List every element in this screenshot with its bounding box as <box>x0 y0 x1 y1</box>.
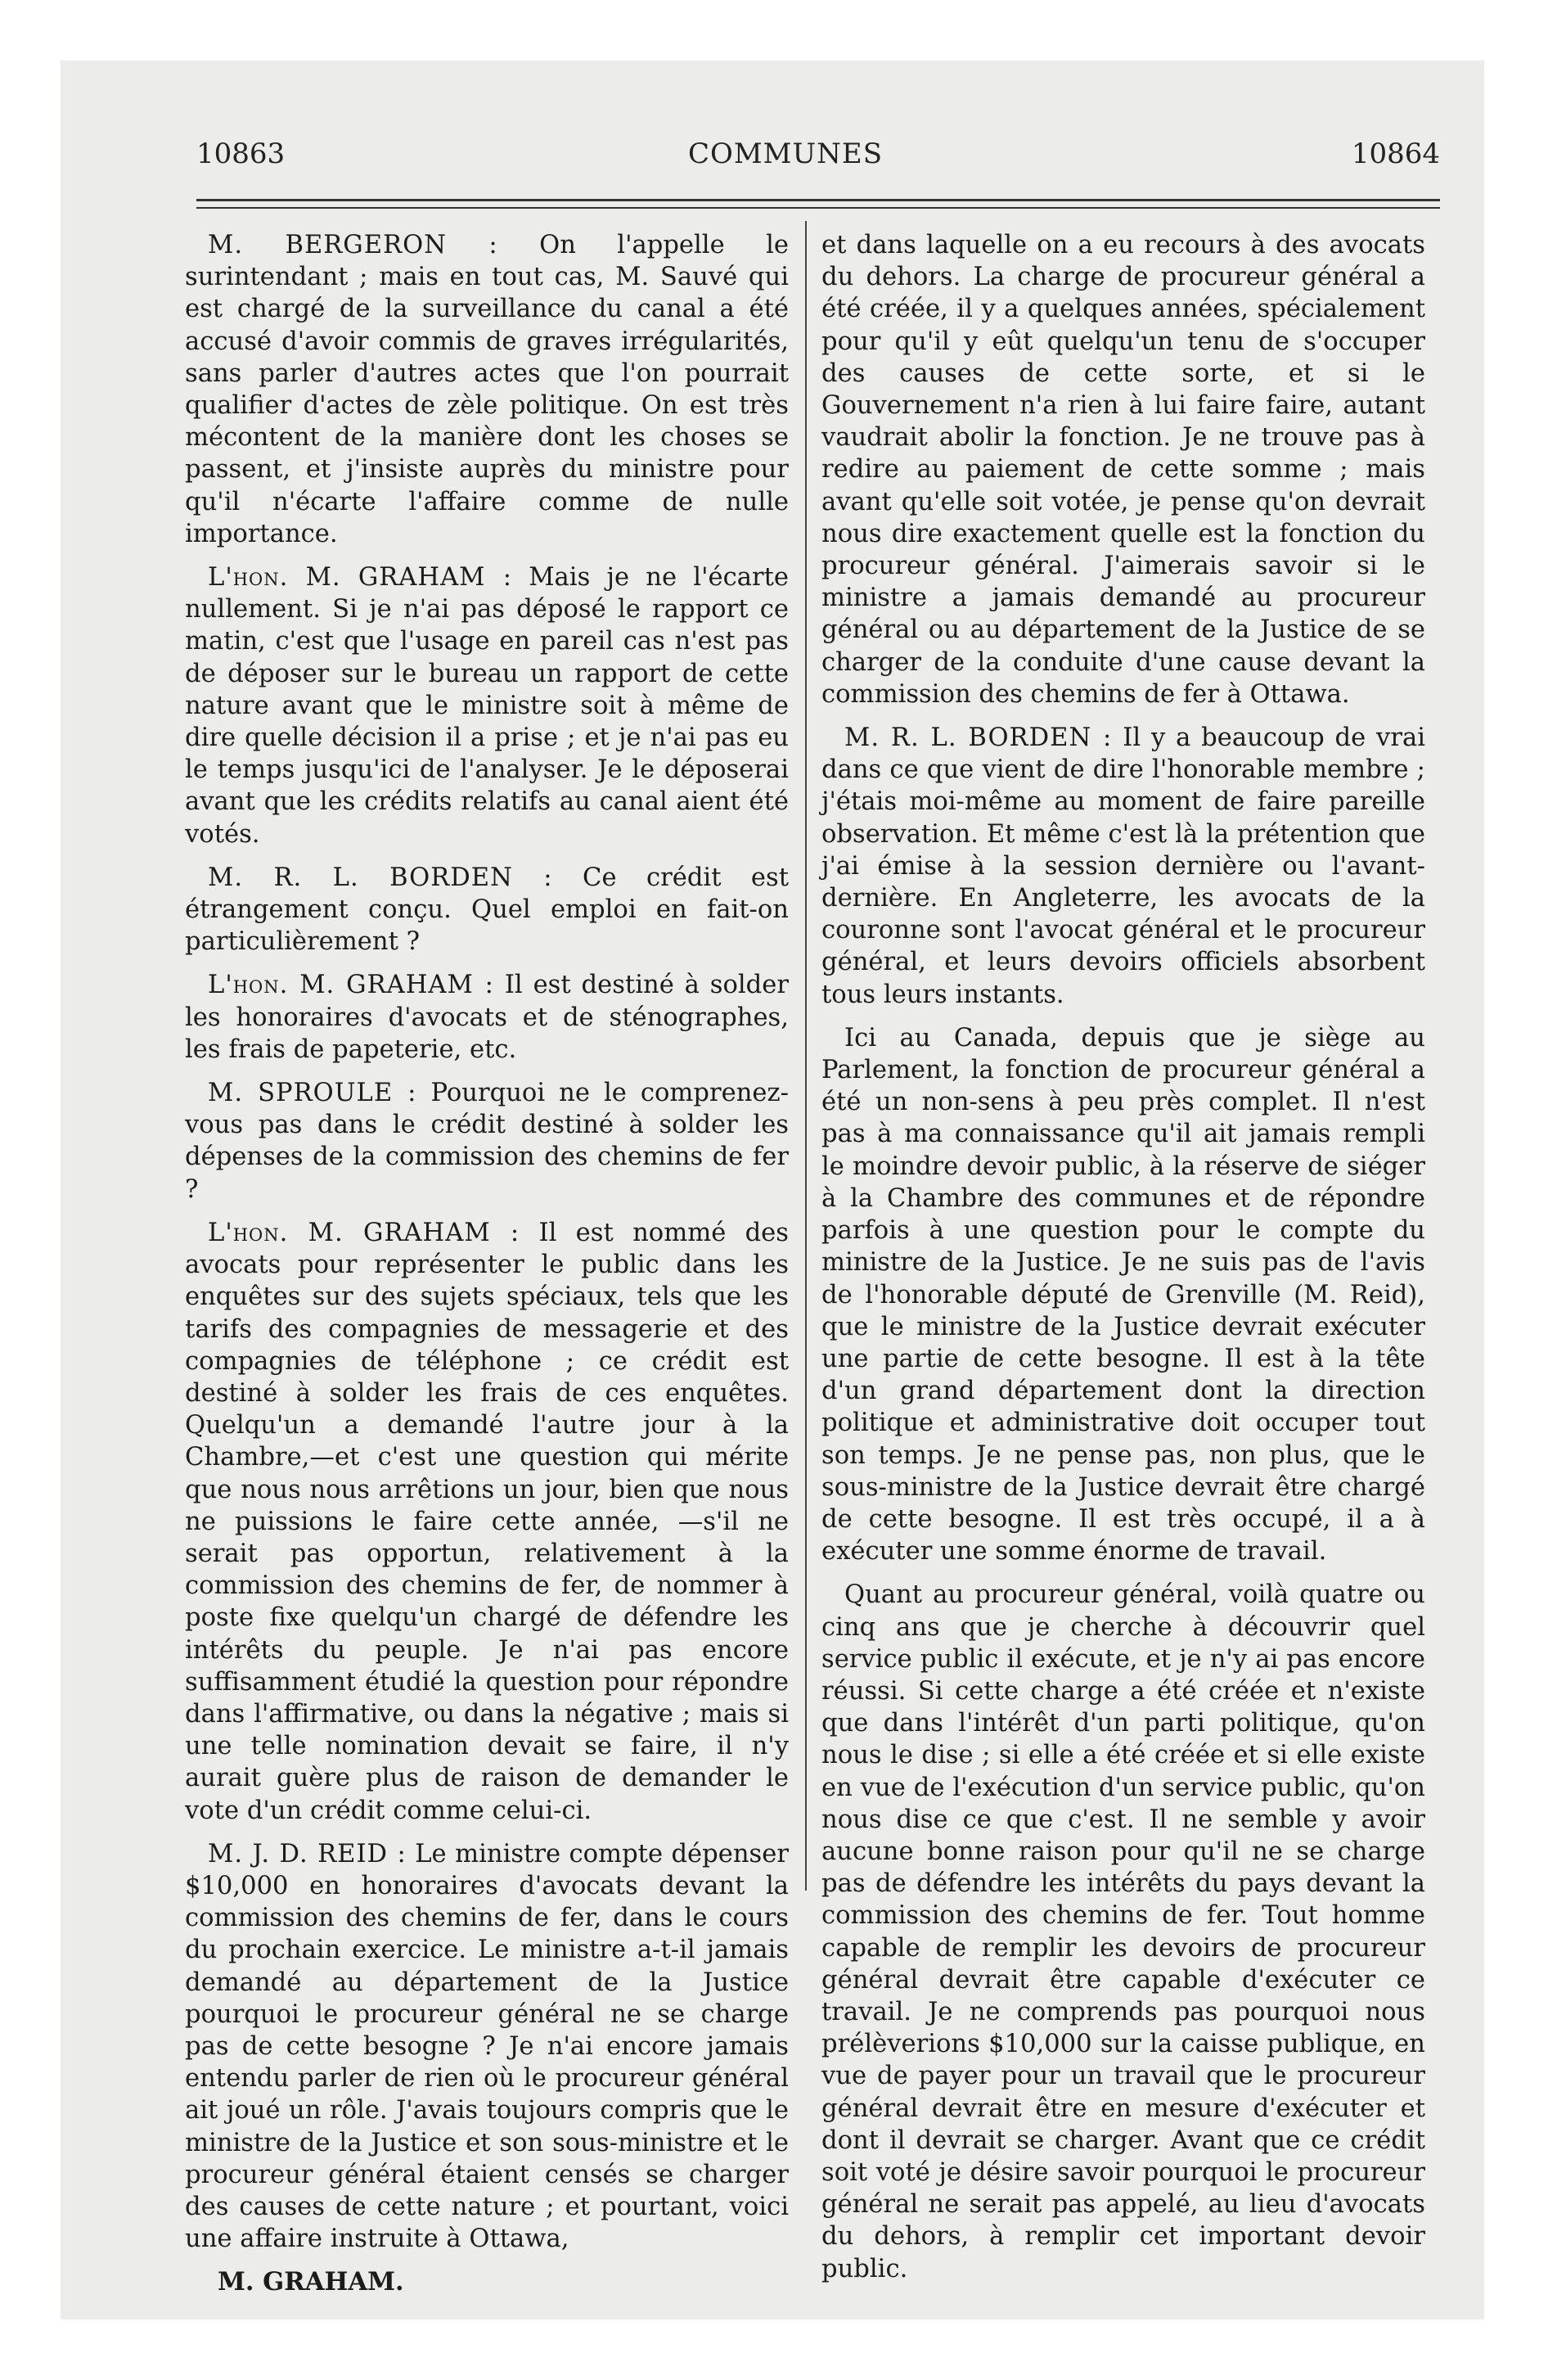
speaker-name: L'hon. M. GRAHAM : <box>208 971 494 1000</box>
header-rule-bottom <box>196 207 1440 209</box>
left-column <box>185 229 789 2310</box>
paragraph-text: Il y a beaucoup de vrai dans ce que vient de dire l'honorable membre ; j'étais moi-même au moment de faire pareille observation. Et même c'est là la prétention que j'ai émise à la session dernière ou l'avant-dernière. En Angleterre, les avocats de la couronne sont l'avocat général et le procureur général, et leurs devoirs officiels absorbent tous leurs instants. <box>821 723 1425 1009</box>
paragraph <box>821 1022 1425 1567</box>
speaker-name: L'hon. M. GRAHAM : <box>208 563 513 593</box>
paragraph-text: On l'appelle le surintendant ; mais en tout cas, M. Sauvé qui est chargé de la surveillance du canal a été accusé d'avoir commis de graves irrégularités, sans parler d'autres actes que l'on pourrait qualifier d'actes de zèle politique. On est très mécontent de la manière dont les choses se passent, et j'insiste auprès du ministre pour qu'il n'écarte l'affaire comme de nulle importance. <box>185 231 789 548</box>
paragraph-text: Le ministre compte dépenser $10,000 en honoraires d'avocats devant la commission des chemins de fer, dans le cours du prochain exercice. Le ministre a-t-il jamais demandé au département de la Justice pourquoi le procureur général ne se charge pas de cette besogne ? Je n'ai encore jamais entendu parler de rien où le procureur général ait joué un rôle. J'avais toujours compris que le ministre de la Justice et son sous-ministre et le procureur général étaient censés se charger des causes de cette nature ; et pourtant, voici une affaire instruite à Ottawa, <box>185 1839 789 2254</box>
paragraph <box>185 1838 789 2256</box>
speaker-name: M. SPROULE : <box>208 1079 417 1108</box>
paragraph-text: Mais je ne l'écarte nullement. Si je n'ai pas déposé le rapport ce matin, c'est que l'usage en pareil cas n'est pas de déposer sur le bureau un rapport de cette nature avant que le ministre soit à même de dire quelle décision il a prise ; et je n'ai pas eu le temps jusqu'ici de l'analyser. Je le déposerai avant que les crédits relatifs au canal aient été votés. <box>185 563 790 849</box>
paragraph <box>821 229 1425 710</box>
right-column <box>821 229 1425 2297</box>
speaker-name: M. BERGERON : <box>208 231 498 259</box>
paragraph-text: Quant au procureur général, voilà quatre ou cinq ans que je cherche à découvrir quel service public il exécute, et je n'y ai pas encore réussi. Si cette charge a été créée et n'existe que dans l'intérêt d'un parti politique, qu'on nous le dise ; si elle a été créée et si elle existe en vue de l'exécution d'un service public, qu'on nous dise ce que c'est. Il ne semble y avoir aucune bonne raison pour qu'il ne se charge pas de défendre les intérêts du pays devant la commission des chemins de fer. Tout homme capable de remplir les devoirs de procureur général devrait être capable d'exécuter ce travail. Je ne comprends pas pourquoi nous prélèverions $10,000 sur la caisse publique, en vue de payer pour un travail que le procureur général devrait être en mesure d'exécuter et dont il devrait se charger. Avant que ce crédit soit voté je désire savoir pourquoi le procureur général ne serait pas appelé, au lieu d'avocats du dehors, à remplir cet important devoir public. <box>821 1580 1425 2283</box>
paragraph-text: Il est destiné à solder les honoraires d'avocats et de sténographes, les frais de papeterie, etc. <box>185 971 789 1064</box>
paragraph-text: Il est nommé des avocats pour représenter le public dans les enquêtes sur des sujets spéciaux, tels que les tarifs des compagnies de messagerie et des compagnies de téléphone ; ce crédit est destiné à solder les frais de ces enquêtes. Quelqu'un a demandé l'autre jour à la Chambre,—et c'est une question qui mérite que nous nous arrêtions un jour, bien que nous ne puissions le faire cette année, —s'il ne serait pas opportun, relativement à la commission des chemins de fer, de nommer à poste fixe quelqu'un chargé de défendre les intérêts du peuple. Je n'ai pas encore suffisamment étudié la question pour répondre dans l'affirmative, ou dans la négative ; mais si une telle nomination devait se faire, il n'y aurait guère plus de raison de demander le vote d'un crédit comme celui-ci. <box>185 1218 789 1825</box>
speaker-marker: M. GRAHAM. <box>218 2267 404 2297</box>
paragraph <box>185 969 789 1066</box>
paragraph <box>821 1579 1425 2284</box>
column-divider <box>805 221 807 1891</box>
paragraph <box>185 1077 789 1206</box>
speaker-name: M. R. L. BORDEN : <box>208 863 553 892</box>
header-rule-top <box>196 199 1440 201</box>
paragraph <box>821 722 1425 1011</box>
paragraph-text: et dans laquelle on a eu recours à des avocats du dehors. La charge de procureur général a été créée, il y a quelques années, spécialement pour qu'il y eût quelqu'un tenu de s'occuper des causes de cette sorte, et si le Gouvernement n'a rien à lui faire faire, autant vaudrait abolir la fonction. Je ne trouve pas à redire au paiement de cette somme ; mais avant qu'elle soit votée, je pense qu'on devrait nous dire exactement quelle est la fonction du procureur général. J'aimerais savoir si le ministre a jamais demandé au procureur général ou au département de la Justice de se charger de la conduite d'une cause devant la commission des chemins de fer à Ottawa. <box>821 231 1425 709</box>
paragraph <box>185 1217 789 1827</box>
paragraph-text: Pourquoi ne le comprenez-vous pas dans le crédit destiné à solder les dépenses de la commission des chemins de fer ? <box>185 1079 789 1204</box>
page-header <box>131 137 1440 178</box>
paragraph <box>185 561 789 850</box>
paragraph <box>185 229 789 550</box>
speaker-name: M. R. L. BORDEN : <box>844 723 1113 753</box>
paragraph-text: Ce crédit est étrangement conçu. Quel emploi en fait-on particulièrement ? <box>185 863 789 957</box>
page-number-right: 10864 <box>1351 137 1440 170</box>
speaker-name: L'hon. M. GRAHAM : <box>208 1218 520 1247</box>
page-title: COMMUNES <box>687 137 884 170</box>
page-number-left: 10863 <box>196 137 286 170</box>
speaker-name: M. J. D. REID : <box>208 1839 407 1868</box>
paragraph-text: Ici au Canada, depuis que je siège au Parlement, la fonction de procureur général a été un non-sens à peu près complet. Il n'est pas à ma connaissance qu'il ait jamais rempli le moindre devoir public, à la réserve de siéger à la Chambre des communes et de répondre parfois à une question pour le compte du ministre de la Justice. Je ne suis pas de l'avis de l'honorable député de Grenville (M. Reid), que le ministre de la Justice devrait exécuter une partie de cette besogne. Il est à la tête d'un grand département dont la direction politique et administrative doit occuper tout son temps. Je ne pense pas, non plus, que le sous-ministre de la Justice devrait être chargé de cette besogne. Il est très occupé, il a à exécuter une somme énorme de travail. <box>821 1023 1425 1566</box>
paragraph <box>185 862 789 958</box>
